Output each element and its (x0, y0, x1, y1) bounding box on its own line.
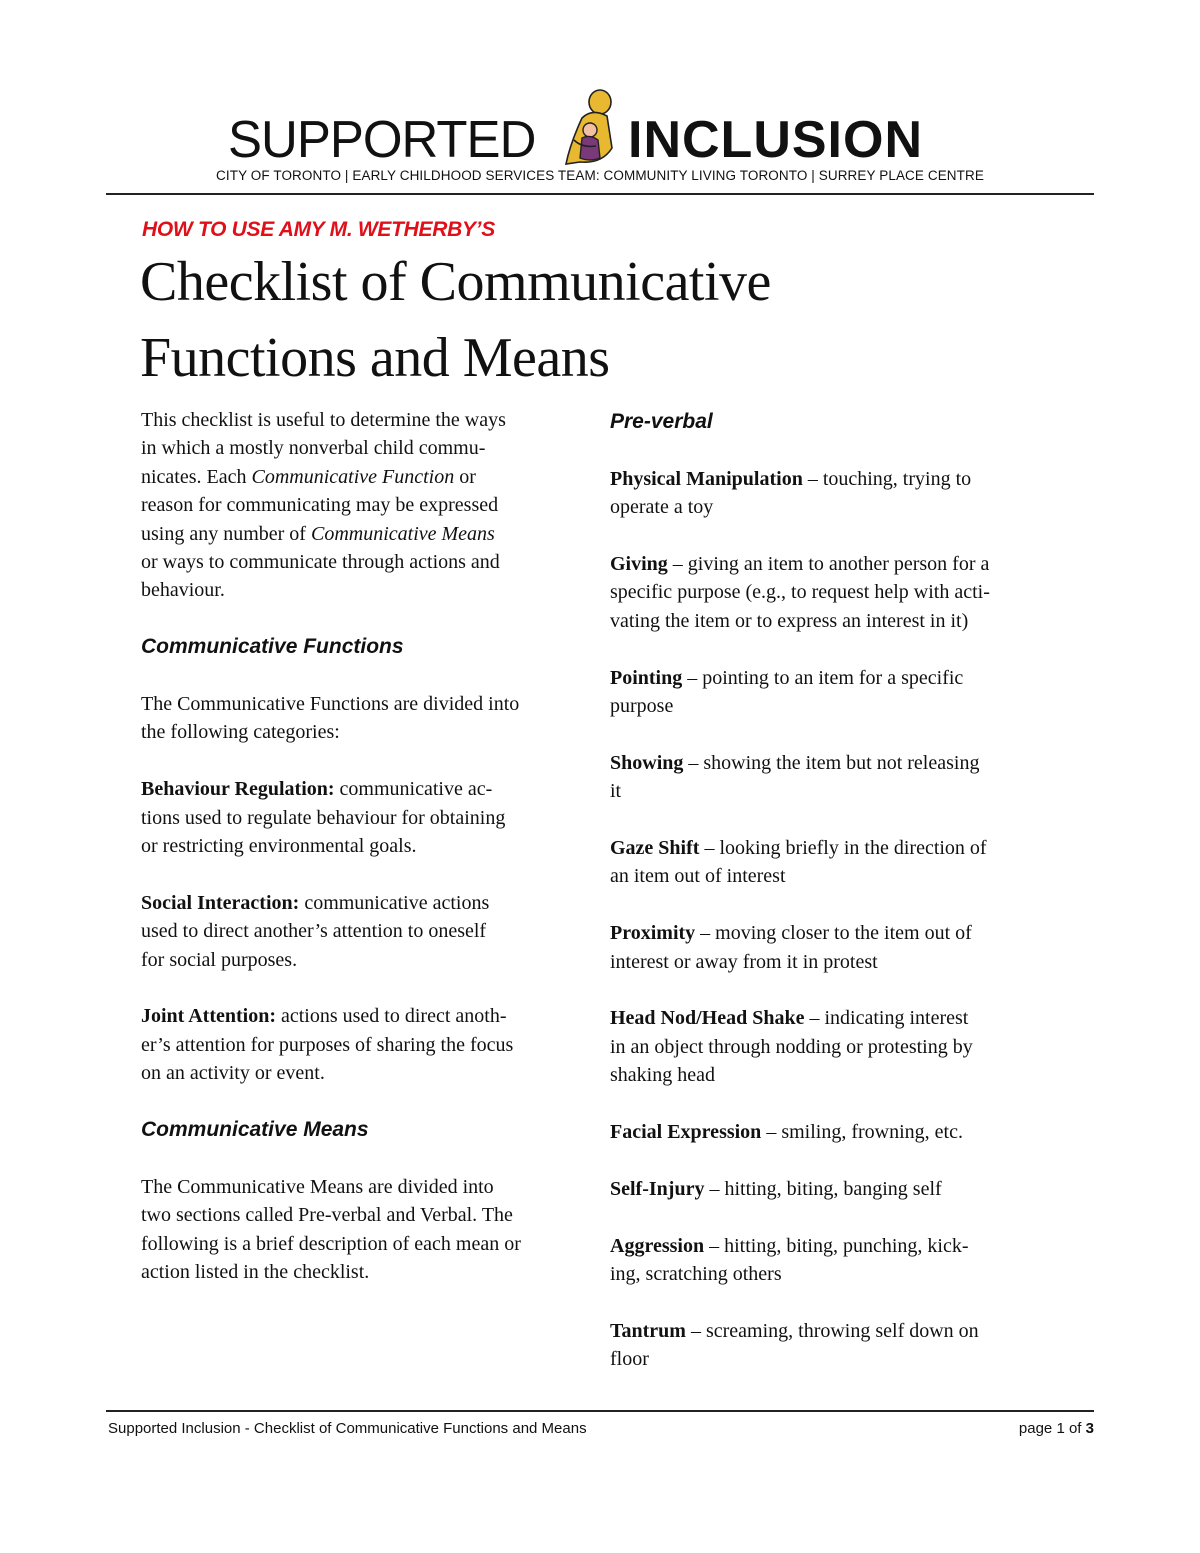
category-joint-attention (141, 1002, 596, 1087)
means-term: Physical Manipulation (610, 467, 803, 490)
footer-divider (106, 1410, 1094, 1412)
logo-word-inclusion: INCLUSION (628, 111, 923, 169)
means-item (610, 834, 1070, 891)
page-current: 1 (1056, 1420, 1065, 1437)
means-heading: Communicative Means (141, 1118, 369, 1142)
intro-paragraph (141, 406, 596, 605)
page-number (1019, 1420, 1094, 1437)
category-behaviour-regulation (141, 775, 596, 860)
means-description: – indicating interest in an object through nodding or protesting by shaking head (610, 1007, 973, 1087)
means-item (610, 919, 1070, 976)
means-term: Facial Expression (610, 1121, 762, 1144)
means-term: Aggression (610, 1234, 705, 1257)
category-term: Behaviour Regulation: (141, 778, 335, 801)
means-item (610, 550, 1070, 635)
title-kicker: HOW TO USE AMY M. WETHERBY’S (142, 218, 495, 241)
means-description: – giving an item to another person for a specific purpose (e.g., to request help with acti- vating the item or to express an interest in it) (610, 553, 990, 632)
means-item (610, 465, 1070, 522)
functions-intro: The Communicative Functions are divided into the following categories: (141, 693, 520, 744)
page-total: 3 (1085, 1420, 1094, 1437)
means-term: Self-Injury (610, 1177, 705, 1200)
means-item (610, 1175, 1070, 1203)
means-description: – screaming, throwing self down on floor (610, 1319, 979, 1371)
means-term: Gaze Shift (610, 837, 700, 860)
intro-text-1: This checklist is useful to determine the ways in which a mostly nonverbal child commu- nicates. Each (141, 409, 506, 488)
category-text: communicative actions used to direct another’s attention to oneself for social purposes. (141, 891, 490, 971)
means-description: – pointing to an item for a specific purpose (610, 666, 964, 718)
intro-text-3: or ways to communicate through actions and behaviour. (141, 551, 500, 602)
category-text: communicative ac- tions used to regulate behaviour for obtaining or restricting environmental goals. (141, 778, 506, 858)
logo-word-supported: SUPPORTED (228, 111, 536, 169)
intro-italic-means: Communicative Means (310, 522, 495, 545)
means-item (610, 1232, 1070, 1289)
means-term: Tantrum (610, 1319, 686, 1342)
page-of: of (1064, 1420, 1086, 1437)
right-column (610, 408, 1070, 1374)
means-term: Head Nod/Head Shake (610, 1007, 805, 1030)
page-title-line-2: Functions and Means (140, 327, 610, 389)
parent-and-child-icon (552, 88, 632, 168)
category-text: actions used to direct anoth- er’s attention for purposes of sharing the focus on an activity or event. (141, 1005, 514, 1085)
means-description: – touching, trying to operate a toy (610, 467, 972, 519)
means-item (610, 749, 1070, 806)
functions-heading: Communicative Functions (141, 635, 404, 659)
page-title (140, 244, 1040, 396)
means-item (610, 1118, 1070, 1146)
means-intro: The Communicative Means are divided into two sections called Pre-verbal and Verbal. The following is a brief description of each mean or action listed in the checklist. (141, 1175, 521, 1284)
category-term: Joint Attention: (141, 1005, 276, 1028)
means-description: – moving closer to the item out of interest or away from it in protest (610, 922, 972, 973)
means-term: Proximity (610, 922, 696, 945)
means-item (610, 1317, 1070, 1374)
means-item (610, 664, 1070, 721)
intro-italic-function: Communicative Function (251, 465, 455, 488)
logo (0, 88, 1200, 168)
means-description: – looking briefly in the direction of an item out of interest (610, 837, 987, 888)
means-term: Giving (610, 553, 668, 575)
category-term: Social Interaction: (141, 891, 300, 914)
means-description: – showing the item but not releasing it (610, 751, 980, 803)
footer-document-title: Supported Inclusion - Checklist of Communicative Functions and Means (108, 1420, 587, 1437)
means-term: Pointing (610, 666, 683, 689)
page-prefix: page (1018, 1420, 1057, 1437)
preverbal-heading: Pre-verbal (610, 410, 713, 433)
page-title-line-1: Checklist of Communicative (140, 251, 771, 313)
intro-text-2: or reason for communicating may be expressed using any number of (141, 465, 499, 545)
means-description: – hitting, biting, banging self (704, 1177, 942, 1200)
means-term: Showing (610, 751, 684, 774)
organization-tagline: CITY OF TORONTO | EARLY CHILDHOOD SERVICES TEAM: COMMUNITY LIVING TORONTO | SURREY PLACE CENTRE (216, 168, 984, 183)
left-column (141, 406, 596, 1286)
means-description: – hitting, biting, punching, kick- ing, scratching others (610, 1234, 969, 1286)
category-social-interaction (141, 889, 596, 974)
means-item (610, 1004, 1070, 1089)
means-description: – smiling, frowning, etc. (761, 1121, 963, 1144)
header-divider (106, 193, 1094, 195)
